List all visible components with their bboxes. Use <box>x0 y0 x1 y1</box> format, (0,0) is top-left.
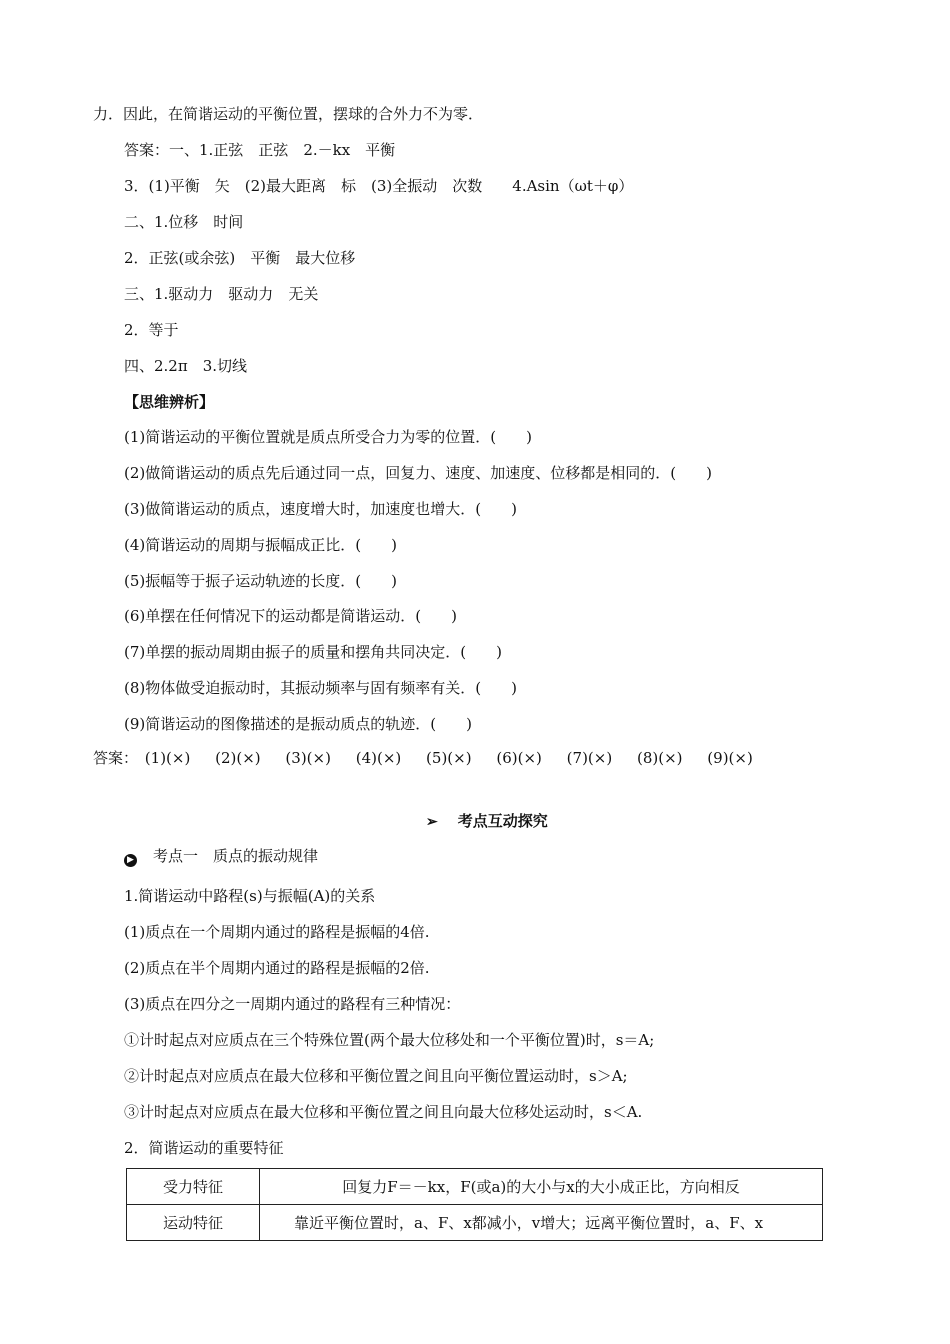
question-line: (7)单摆的振动周期由振子的质量和摆角共同决定．( ) <box>124 643 502 661</box>
body-line: (3)质点在四分之一周期内通过的路程有三种情况： <box>124 995 461 1013</box>
answer-line: 四、2.2π 3.切线 <box>124 357 248 375</box>
arrow-icon: ➢ <box>426 814 438 830</box>
answer-label: 答案： <box>93 749 139 767</box>
question-line: (2)做简谐运动的质点先后通过同一点，回复力、速度、加速度、位移都是相同的．( ) <box>124 464 712 482</box>
answer-item: (9)(×) <box>707 749 753 767</box>
table-row <box>127 1205 823 1241</box>
table-row <box>127 1169 823 1205</box>
question-line: (1)简谐运动的平衡位置就是质点所受合力为零的位置．( ) <box>124 428 532 446</box>
body-line: ③计时起点对应质点在最大位移和平衡位置之间且向最大位移处运动时，s＜A. <box>124 1103 643 1121</box>
topic-heading <box>124 846 318 867</box>
body-line: 1.简谐运动中路程(s)与振幅(A)的关系 <box>124 887 376 905</box>
question-line: (3)做简谐运动的质点，速度增大时，加速度也增大．( ) <box>124 500 517 518</box>
answer-line: 二、1.位移 时间 <box>124 213 244 231</box>
body-line: (1)质点在一个周期内通过的路程是振幅的4倍. <box>124 923 430 941</box>
answer-item: (6)(×) <box>496 749 542 767</box>
question-line: (4)简谐运动的周期与振幅成正比．( ) <box>124 536 397 554</box>
question-line: (9)简谐运动的图像描述的是振动质点的轨迹．( ) <box>124 715 472 733</box>
answer-item: (3)(×) <box>285 749 331 767</box>
answer-item: (5)(×) <box>426 749 472 767</box>
table-value-cell: 回复力F＝－kx，F(或a)的大小与x的大小成正比，方向相反 <box>260 1169 823 1205</box>
play-bullet-icon: ▶ <box>124 854 137 867</box>
question-line: (8)物体做受迫振动时，其振动频率与固有频率有关．( ) <box>124 679 517 697</box>
feature-table <box>126 1168 823 1241</box>
answer-item: (4)(×) <box>355 749 402 767</box>
body-line: 2．简谐运动的重要特征 <box>124 1139 284 1157</box>
topic-title: 考点一 质点的振动规律 <box>153 847 319 865</box>
text-line: 力．因此，在简谐运动的平衡位置，摆球的合外力不为零． <box>93 105 484 123</box>
body-line: ②计时起点对应质点在最大位移和平衡位置之间且向平衡位置运动时，s＞A; <box>124 1067 628 1085</box>
body-line: (2)质点在半个周期内通过的路程是振幅的2倍. <box>124 959 430 977</box>
table-value-cell: 靠近平衡位置时，a、F、x都减小，v增大；远离平衡位置时，a、F、x <box>260 1205 823 1241</box>
section-heading: 【思维辨析】 <box>124 393 215 411</box>
section-title-text: 考点互动探究 <box>457 812 548 830</box>
answer-item: (7)(×) <box>566 749 613 767</box>
question-line: (5)振幅等于振子运动轨迹的长度．( ) <box>124 572 397 590</box>
question-line: (6)单摆在任何情况下的运动都是简谐运动．( ) <box>124 607 457 625</box>
answer-item: (1)(×) <box>144 749 191 767</box>
answer-row <box>93 748 753 768</box>
body-line: ①计时起点对应质点在三个特殊位置(两个最大位移处和一个平衡位置)时，s＝A; <box>124 1031 655 1049</box>
answer-line: 3．(1)平衡 矢 (2)最大距离 标 (3)全振动 次数 4.Asin（ωt＋φ） <box>124 177 634 195</box>
table-key-cell: 运动特征 <box>127 1205 260 1241</box>
answer-line: 答案：一、1.正弦 正弦 2.－kx 平衡 <box>124 141 396 159</box>
answer-line: 2．正弦(或余弦) 平衡 最大位移 <box>124 249 356 267</box>
answer-item: (2)(×) <box>215 749 261 767</box>
section-title <box>426 811 548 832</box>
answer-item: (8)(×) <box>636 749 683 767</box>
answer-line: 三、1.驱动力 驱动力 无关 <box>124 285 319 303</box>
table-key-cell: 受力特征 <box>127 1169 260 1205</box>
answer-line: 2．等于 <box>124 321 179 339</box>
